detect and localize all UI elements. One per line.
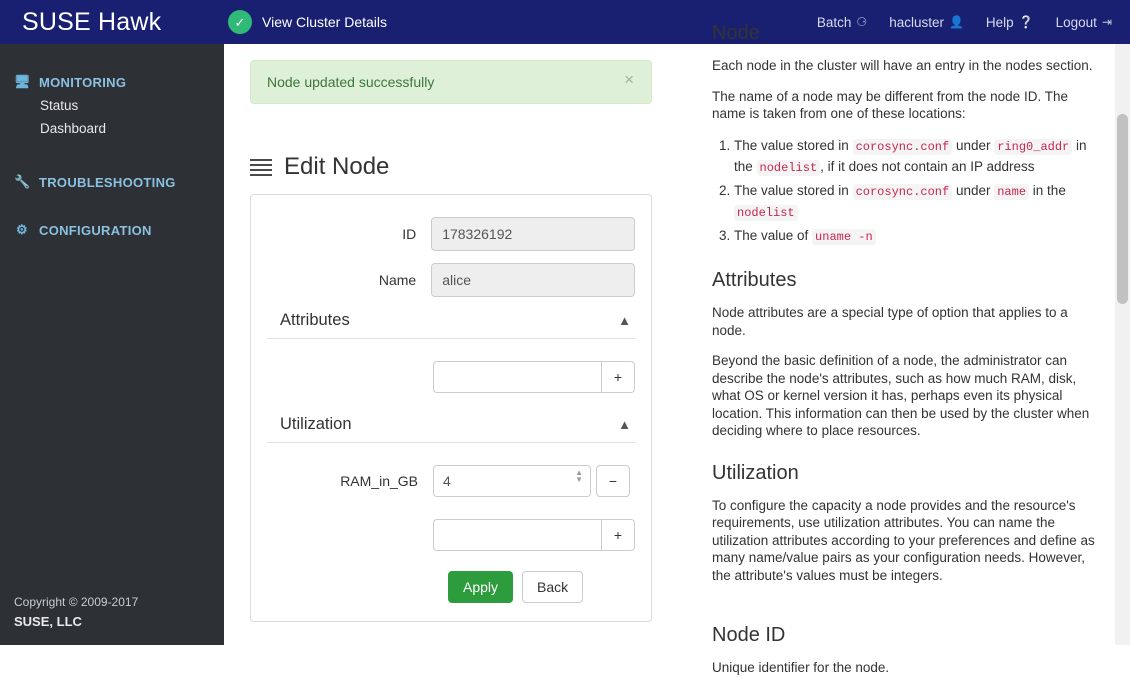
sidebar-item-dashboard[interactable]: Dashboard	[40, 121, 107, 136]
success-alert	[250, 60, 652, 104]
apply-button[interactable]: Apply	[448, 571, 513, 603]
help-node-p1: Each node in the cluster will have an entry in the nodes section.	[712, 58, 1093, 73]
help-node-heading: Node	[712, 22, 760, 44]
ram-spinner-wrap	[433, 465, 591, 497]
edit-node-form-panel	[250, 194, 652, 622]
help-label: Help	[985, 14, 1014, 30]
help-nodeid-p1: Unique identifier for the node.	[712, 660, 890, 675]
name-field[interactable]	[431, 263, 635, 297]
li1-mid1: under	[952, 182, 995, 198]
attributes-section-header	[267, 311, 635, 339]
help-nodeid-heading: Node ID	[712, 624, 786, 646]
cluster-status-area	[224, 10, 387, 34]
logout-label: Logout	[1055, 14, 1097, 30]
li0-mid1: under	[952, 137, 995, 153]
monitor-icon: 🖥	[14, 74, 31, 89]
attribute-name-input[interactable]	[433, 361, 601, 393]
utilization-ram-row	[267, 465, 635, 497]
sidebar-footer	[0, 593, 224, 645]
main-content	[224, 44, 680, 645]
sidebar-item-monitoring[interactable]	[0, 70, 224, 94]
page-title	[250, 153, 680, 181]
attributes-input-group	[433, 361, 635, 393]
page-title-label: Edit Node	[284, 153, 390, 180]
id-field[interactable]	[431, 217, 635, 251]
spinner-arrows-icon[interactable]: ▲ ▼	[575, 468, 583, 484]
plus-icon-add-attribute[interactable]: +	[601, 361, 635, 393]
help-attributes-p1: Node attributes are a special type of option that applies to a node.	[712, 305, 1068, 338]
utilization-section-title: Utilization	[280, 415, 352, 433]
user-label: hacluster	[889, 14, 944, 30]
li2-pre: The value of	[734, 227, 813, 243]
li1-code3: nodelist	[734, 205, 798, 221]
utilization-section-header	[267, 415, 635, 443]
utilization-input-group	[433, 519, 635, 551]
sidebar-item-configuration-label: CONFIGURATION	[39, 222, 152, 238]
gear-icon: ⚙	[16, 222, 28, 237]
question-icon: ❔	[1018, 15, 1034, 29]
help-attributes-p2: Beyond the basic definition of a node, the administrator can describe the node's attributes, such as how much RAM, disk, what OS or kernel version it has, perhaps even its physical location. This information can then be used by the cluster when deciding where to place resources.	[712, 353, 1090, 438]
attributes-section-title: Attributes	[280, 311, 350, 329]
view-cluster-details-link[interactable]: View Cluster Details	[262, 14, 388, 30]
utilization-new-row	[267, 519, 635, 551]
copyright-text: Copyright © 2009-2017	[14, 595, 139, 609]
li0-pre: The value stored in	[734, 137, 853, 153]
plus-icon-add-utilization[interactable]: +	[601, 519, 635, 551]
help-pane-content	[712, 22, 1100, 677]
chevron-up-icon-attributes[interactable]: ▲	[614, 313, 635, 328]
id-label: ID	[402, 226, 417, 242]
chevron-up-icon-utilization[interactable]: ▲	[614, 417, 635, 432]
form-row-id	[267, 217, 635, 251]
page-scrollbar[interactable]	[1115, 44, 1130, 645]
li2-code1: uname -n	[812, 229, 876, 245]
sidebar-item-troubleshooting[interactable]	[0, 170, 224, 194]
attributes-new-row	[267, 361, 635, 393]
scrollbar-thumb[interactable]	[1117, 114, 1128, 304]
help-attributes-heading: Attributes	[712, 269, 797, 291]
list-item	[734, 226, 1100, 248]
sidebar-item-troubleshooting-label: TROUBLESHOOTING	[39, 174, 176, 190]
node-list-icon	[250, 159, 272, 176]
utilization-name-input[interactable]	[433, 519, 601, 551]
brand-logo[interactable]: SUSE Hawk	[22, 7, 162, 36]
company-name: SUSE, LLC	[14, 614, 82, 629]
li1-code1: corosync.conf	[853, 184, 953, 200]
name-label: Name	[378, 272, 417, 288]
li0-code2: ring0_addr	[994, 139, 1072, 155]
list-item	[734, 181, 1100, 224]
ram-label: RAM_in_GB	[340, 473, 418, 489]
sidebar-item-monitoring-label: MONITORING	[39, 74, 127, 90]
user-icon: 👤	[948, 15, 964, 29]
li1-code2: name	[994, 184, 1029, 200]
sidebar-item-configuration[interactable]	[0, 218, 224, 242]
form-row-name	[267, 263, 635, 297]
li1-pre: The value stored in	[734, 182, 853, 198]
list-item	[734, 136, 1100, 179]
li0-code1: corosync.conf	[853, 139, 953, 155]
form-actions	[267, 571, 635, 603]
ram-value-input[interactable]	[433, 465, 591, 497]
li0-post: , if it does not contain an IP address	[820, 159, 1035, 174]
sidebar-item-status[interactable]: Status	[40, 98, 79, 113]
li1-mid2: in the	[1029, 182, 1066, 198]
li0-code3: nodelist	[757, 160, 821, 176]
sidebar	[0, 44, 224, 645]
back-button[interactable]: Back	[522, 571, 583, 603]
alert-message: Node updated successfully	[267, 74, 435, 90]
sidebar-group-monitoring	[0, 44, 224, 140]
check-circle-icon: ✓	[228, 10, 252, 34]
help-node-p2: The name of a node may be different from the node ID. The name is taken from one of these locations:	[712, 88, 1068, 121]
help-utilization-p1: To configure the capacity a node provides and the resource's requirements, use utilization attributes. You can name the utilization attributes according to your preferences and define as many name/value pairs as your configuration needs. However, the attribute's values must be integers.	[712, 497, 1095, 583]
help-utilization-heading: Utilization	[712, 461, 799, 484]
toggle-off-icon: ⚆	[856, 15, 868, 29]
help-node-list	[712, 136, 1100, 248]
ram-input-group	[433, 465, 630, 497]
close-icon[interactable]: ×	[618, 70, 640, 89]
li0-mid2: in the	[734, 137, 1087, 174]
wrench-icon: 🔧	[14, 174, 31, 189]
minus-icon-remove-ram[interactable]: −	[596, 465, 630, 497]
sign-out-icon: ⇥	[1101, 15, 1112, 29]
batch-label: Batch	[816, 14, 852, 30]
